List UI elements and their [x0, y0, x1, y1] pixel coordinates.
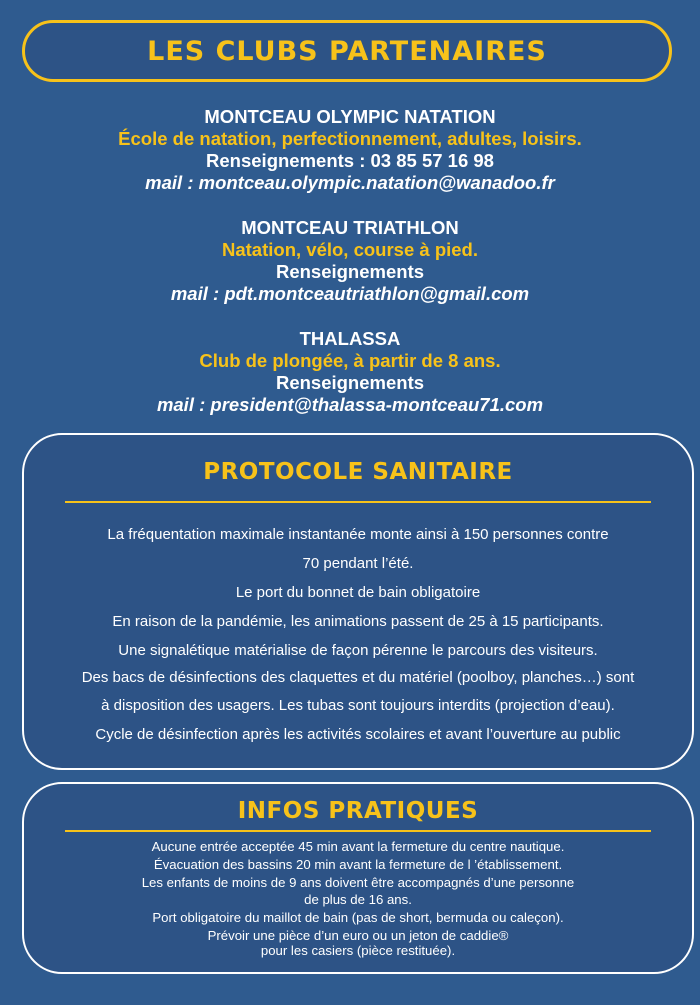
club-description: Club de plongée, à partir de 8 ans.: [199, 350, 501, 371]
infos-line: Évacuation des bassins 20 min avant la fermeture de l ’établissement.: [153, 856, 563, 872]
protocole-title: PROTOCOLE SANITAIRE: [203, 459, 513, 485]
page-title: LES CLUBS PARTENAIRES: [147, 35, 547, 67]
protocole-line: En raison de la pandémie, les animations passent de 25 à 15 participants.: [112, 613, 604, 630]
protocole-line: La fréquentation maximale instantanée monte ainsi à 150 personnes contre: [107, 526, 609, 543]
club-contact: Renseignements : 03 85 57 16 98: [206, 150, 494, 171]
protocole-text: [24, 520, 692, 749]
infos-text: [24, 838, 692, 957]
club-description: École de natation, perfectionnement, adultes, loisirs.: [118, 128, 582, 149]
club-name: THALASSA: [299, 328, 401, 349]
clubs-list: [0, 106, 700, 439]
infos-line: Prévoir une pièce d’un euro ou un jeton de caddie®: [207, 927, 509, 943]
clubs-title-banner: [22, 20, 672, 82]
club-entry: [0, 106, 700, 194]
protocole-line: Le port du bonnet de bain obligatoire: [235, 584, 481, 601]
club-entry: [0, 328, 700, 416]
club-name: MONTCEAU OLYMPIC NATATION: [204, 106, 496, 127]
protocole-line: 70 pendant l’été.: [302, 555, 414, 572]
infos-line: de plus de 16 ans.: [304, 892, 412, 908]
infos-line: Aucune entrée acceptée 45 min avant la fermeture du centre nautique.: [151, 839, 565, 854]
protocole-line: à disposition des usagers. Les tubas sont toujours interdits (projection d’eau).: [101, 697, 615, 714]
title-divider: [65, 501, 651, 503]
protocole-line: Des bacs de désinfections des claquettes et du matériel (poolboy, planches…) sont: [81, 669, 635, 686]
infos-line: Les enfants de moins de 9 ans doivent être accompagnés d’une personne: [141, 874, 575, 890]
club-contact: Renseignements: [275, 372, 425, 393]
club-name: MONTCEAU TRIATHLON: [241, 217, 459, 238]
title-divider: [65, 830, 651, 832]
infos-line: Port obligatoire du maillot de bain (pas de short, bermuda ou caleçon).: [152, 910, 564, 926]
club-entry: [0, 217, 700, 305]
infos-line: pour les casiers (pièce restituée).: [260, 942, 456, 958]
infos-title: INFOS PRATIQUES: [237, 798, 479, 824]
infos-box: [22, 782, 694, 974]
club-mail[interactable]: mail : montceau.olympic.natation@wanadoo.fr: [145, 172, 555, 193]
club-mail[interactable]: mail : pdt.montceautriathlon@gmail.com: [170, 283, 530, 304]
protocole-line: Une signalétique matérialise de façon pérenne le parcours des visiteurs.: [118, 642, 598, 659]
club-description: Natation, vélo, course à pied.: [222, 239, 478, 260]
protocole-line: Cycle de désinfection après les activités scolaires et avant l’ouverture au public: [95, 726, 621, 743]
protocole-box: [22, 433, 694, 770]
club-mail[interactable]: mail : president@thalassa-montceau71.com: [156, 394, 544, 415]
club-contact: Renseignements: [275, 261, 425, 282]
